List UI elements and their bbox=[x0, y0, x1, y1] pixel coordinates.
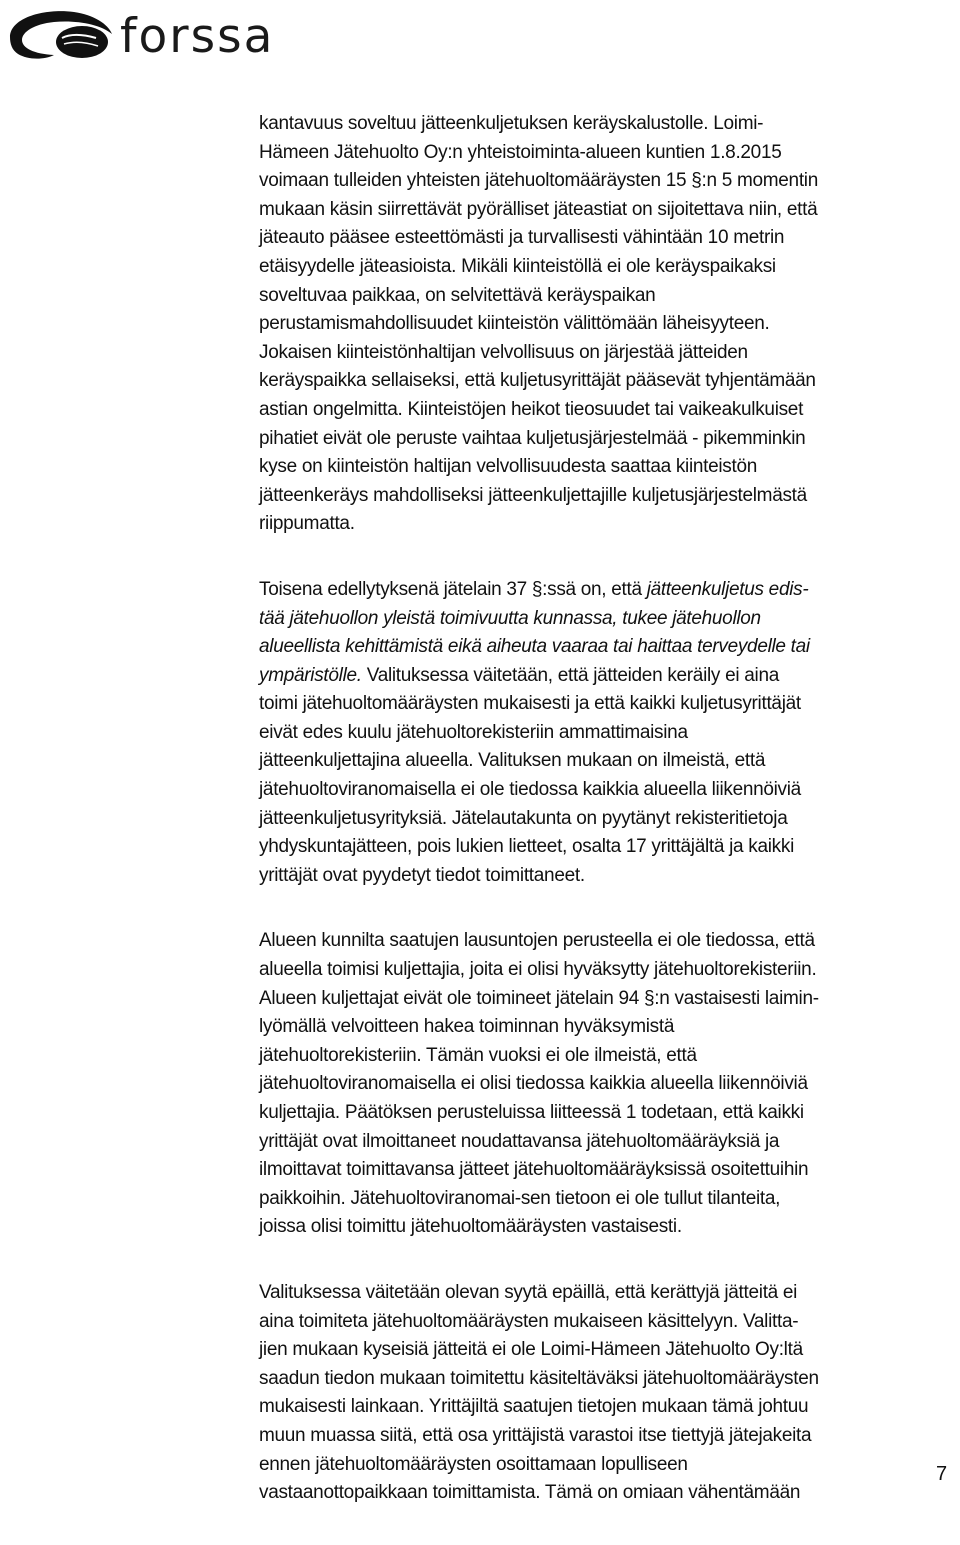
page-number: 7 bbox=[936, 1463, 948, 1485]
text-line: aina toimiteta jätehuoltomääräysten mukaiseen käsittelyyn. Valitta- bbox=[259, 1310, 799, 1332]
text-line: Alueen kuljettajat eivät ole toimineet jätelain 94 §:n vastaisesti laimin- bbox=[259, 987, 819, 1009]
text-line: saadun tiedon mukaan toimitettu käsiteltäväksi jätehuoltomääräysten bbox=[259, 1367, 819, 1389]
text-line: jätteenkuljettajina alueella. Valituksen mukaan on ilmeistä, että bbox=[259, 750, 766, 772]
text-line: ennen jätehuoltomääräysten osoittamaan lopulliseen bbox=[259, 1453, 688, 1475]
text-fragment: Toisena edellytyksenä jätelain 37 §:ssä on, että bbox=[259, 578, 647, 600]
text-line: riippumatta. bbox=[259, 513, 355, 535]
text-line: Valituksessa väitetään olevan syytä epäillä, että kerättyjä jätteitä ei bbox=[259, 1281, 798, 1303]
text-line: paikkoihin. Jätehuoltoviranomai-sen tietoon ei ole tullut tilanteita, bbox=[259, 1187, 781, 1209]
text-line: muun muassa siitä, että osa yrittäjistä varastoi itse tiettyjä jätejakeita bbox=[259, 1424, 812, 1446]
text-line: jätehuoltoviranomaisella ei ole tiedossa kaikkia alueella liikennöiviä bbox=[259, 779, 801, 801]
text-line: lyömällä velvoitteen hakea toiminnan hyväksymistä bbox=[259, 1016, 675, 1038]
paragraph bbox=[259, 110, 949, 539]
text-line: Alueen kunnilta saatujen lausuntojen perusteella ei ole tiedossa, että bbox=[259, 930, 815, 952]
text-line: perustamismahdollisuudet kiinteistön välittömään läheisyyteen. bbox=[259, 313, 770, 335]
text-line: toimi jätehuoltomääräysten mukaisesti ja että kaikki kuljetusyrittäjät bbox=[259, 693, 801, 715]
text-line: ilmoittavat toimittavansa jätteet jätehuoltomääräyksissä osoitettuihin bbox=[259, 1159, 809, 1181]
text-line: pihatiet eivät ole peruste vaihtaa kuljetusjärjestelmää - pikemminkin bbox=[259, 427, 806, 449]
text-line: astian ongelmitta. Kiinteistöjen heikot tieosuudet tai vaikeakulkuiset bbox=[259, 398, 804, 420]
text-line: jätehuoltorekisteriin. Tämän vuoksi ei ole ilmeistä, että bbox=[259, 1044, 697, 1066]
text-line: jätteenkuljetusyrityksiä. Jätelautakunta on pyytänyt rekisteritietoja bbox=[259, 807, 788, 829]
text-line: kantavuus soveltuu jätteenkuljetuksen keräyskalustolle. Loimi- bbox=[259, 113, 764, 134]
paragraph bbox=[259, 927, 949, 1242]
text-line: alueella toimisi kuljettajia, joita ei olisi hyväksytty jätehuoltorekisteriin. bbox=[259, 959, 817, 981]
text-line: yhdyskuntajätteen, pois lukien lietteet, osalta 17 yrittäjältä ja kaikki bbox=[259, 836, 794, 858]
text-line: jätehuoltoviranomaisella ei olisi tiedossa kaikkia alueella liikennöiviä bbox=[259, 1073, 808, 1095]
text-line: kuljettajia. Päätöksen perusteluissa liitteessä 1 todetaan, että kaikki bbox=[259, 1102, 804, 1123]
text-line: mukaan käsin siirrettävät pyörälliset jäteastiat on sijoitettava niin, että bbox=[259, 198, 818, 220]
text-line: yrittäjät ovat pyydetyt tiedot toimittaneet. bbox=[259, 864, 585, 886]
text-line: Hämeen Jätehuolto Oy:n yhteistoiminta-alueen kuntien 1.8.2015 bbox=[259, 141, 782, 163]
text-line: jätteenkeräys mahdolliseksi jätteenkuljettajille kuljetusjärjestelmästä bbox=[259, 484, 807, 506]
text-line: etäisyydelle jäteasioista. Mikäli kiinteistöllä ei ole keräyspaikaksi bbox=[259, 255, 776, 277]
text-line: mukaisesti lainkaan. Yrittäjiltä saatujen tietojen mukaan tämä johtuu bbox=[259, 1396, 809, 1418]
text-line: Jokaisen kiinteistönhaltijan velvollisuus on järjestää jätteiden bbox=[259, 341, 748, 363]
logo-text: forssa bbox=[120, 9, 275, 64]
text-line: joissa olisi toimittu jätehuoltomääräysten vastaisesti. bbox=[259, 1216, 682, 1238]
text-line: alueellista kehittämistä eikä aiheuta vaaraa tai haittaa terveydelle tai bbox=[259, 636, 810, 658]
text-line: kyse on kiinteistön haltijan velvollisuudesta saattaa kiinteistön bbox=[259, 456, 758, 478]
italic-quote: ympäristölle. bbox=[259, 664, 362, 686]
italic-quote: jätteenkuljetus edis- bbox=[646, 578, 809, 600]
document-body bbox=[259, 110, 949, 1545]
paragraph bbox=[259, 576, 949, 891]
text-line: vastaanottopaikkaan toimittamista. Tämä on omiaan vähentämään bbox=[259, 1482, 801, 1504]
text-fragment: Valituksessa väitetään, että jätteiden keräily ei aina bbox=[361, 664, 779, 686]
text-line: yrittäjät ovat ilmoittaneet noudattavansa jätehuoltomääräyksiä ja bbox=[259, 1130, 780, 1152]
text-line: jäteauto pääsee esteettömästi ja turvallisesti vähintään 10 metrin bbox=[259, 227, 785, 249]
text-line: tää jätehuollon yleistä toimivuutta kunnassa, tukee jätehuollon bbox=[259, 607, 761, 629]
forssa-logo-icon bbox=[4, 8, 116, 66]
page-header bbox=[0, 0, 960, 90]
text-line bbox=[259, 662, 949, 691]
text-line: eivät edes kuulu jätehuoltorekisteriin ammattimaisina bbox=[259, 721, 688, 743]
paragraph bbox=[259, 1279, 949, 1508]
text-line: keräyspaikka sellaiseksi, että kuljetusyrittäjät pääsevät tyhjentämään bbox=[259, 370, 816, 392]
text-line: voimaan tulleiden yhteisten jätehuoltomääräysten 15 §:n 5 momentin bbox=[259, 170, 818, 192]
text-line: soveltuvaa paikkaa, on selvitettävä keräyspaikan bbox=[259, 284, 656, 306]
text-line: jien mukaan kyseisiä jätteitä ei ole Loimi-Hämeen Jätehuolto Oy:ltä bbox=[259, 1339, 803, 1361]
text-line bbox=[259, 576, 949, 605]
